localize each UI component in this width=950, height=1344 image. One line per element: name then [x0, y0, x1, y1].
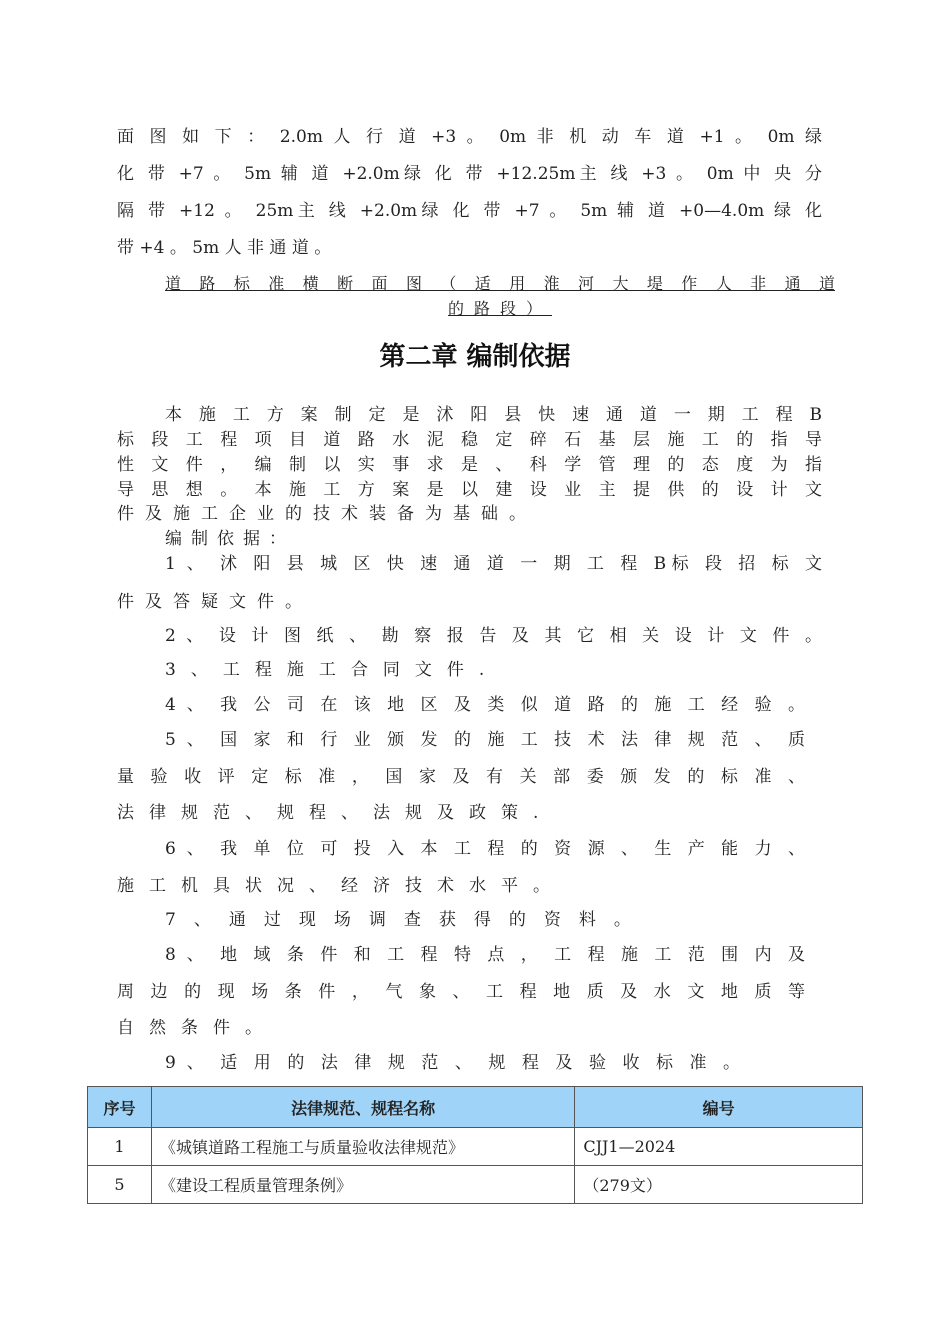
- cell-index: 5: [88, 1166, 152, 1204]
- basis-item-7: 7、通过现场调查获得的资料。: [165, 910, 649, 930]
- chapter-title: 第二章 编制依据: [379, 342, 571, 372]
- basis-label: 编制依据：: [165, 529, 295, 549]
- basis-item-1b: 件及答疑文件。: [117, 592, 313, 612]
- basis-item-2: 2 、 设 计 图 纸 、 勘 察 报 告 及 其 它 相 关 设 计 文 件 。: [165, 626, 822, 646]
- intro-line-5: 件及施工企业的技术装备为基础。: [117, 504, 537, 524]
- basis-item-3: 3、工程施工合同文件.: [165, 660, 500, 680]
- basis-item-1a: 1 、 沭 阳 县 城 区 快 速 通 道 一 期 工 程 B标 段 招 标 文: [165, 554, 822, 574]
- table-row: [88, 1128, 863, 1166]
- basis-item-5c: 法律规范、规程、法规及政策.: [117, 803, 554, 823]
- basis-item-6a: 6 、 我 单 位 可 投 入 本 工 程 的 资 源 、 生 产 能 力 、: [165, 839, 805, 859]
- cell-name: 《城镇道路工程施工与质量验收法律规范》: [151, 1128, 574, 1166]
- cross-section-line-1: 面 图 如 下 ： 2.0m 人 行 道 +3 。 0m 非 机 动 车 道 +1 。 0m 绿: [117, 127, 822, 147]
- cell-name: 《建设工程质量管理条例》: [151, 1166, 574, 1204]
- basis-item-4: 4 、 我 公 司 在 该 地 区 及 类 似 道 路 的 施 工 经 验 。: [165, 695, 805, 715]
- intro-line-4: 导 思 想 。 本 施 工 方 案 是 以 建 设 业 主 提 供 的 设 计 文: [117, 480, 822, 500]
- basis-item-6b: 施工机具状况、经济技术水平。: [117, 876, 565, 896]
- basis-item-8a: 8 、 地 域 条 件 和 工 程 特 点 ， 工 程 施 工 范 围 内 及: [165, 945, 805, 965]
- cross-section-line-3: 隔 带 +12 。 25m主 线 +2.0m绿 化 带 +7 。 5m 辅 道 +0—4.0m 绿 化: [117, 201, 822, 221]
- figure-caption-line-1: 道 路 标 准 横 断 面 图 （ 适 用 淮 河 大 堤 作 人 非 通 道: [165, 274, 835, 293]
- regulations-table: [87, 1086, 863, 1204]
- cross-section-line-4: 带 +4 。 5m 人 非 通 道 。: [117, 238, 332, 258]
- table-header-row: [88, 1087, 863, 1128]
- basis-item-5a: 5 、 国 家 和 行 业 颁 发 的 施 工 技 术 法 律 规 范 、 质: [165, 730, 805, 750]
- cell-index: 1: [88, 1128, 152, 1166]
- basis-item-5b: 量 验 收 评 定 标 准 ， 国 家 及 有 关 部 委 颁 发 的 标 准 、: [117, 767, 805, 787]
- table-row: [88, 1166, 863, 1204]
- cell-code: （279文）: [575, 1166, 863, 1204]
- basis-item-8c: 自然条件。: [117, 1018, 277, 1038]
- basis-item-9: 9 、 适 用 的 法 律 规 范 、 规 程 及 验 收 标 准 。: [165, 1053, 740, 1073]
- intro-line-1: 本 施 工 方 案 制 定 是 沭 阳 县 快 速 通 道 一 期 工 程 B: [165, 405, 822, 425]
- figure-caption-line-2: 的路段）: [447, 299, 552, 318]
- intro-line-3: 性 文 件 ， 编 制 以 实 事 求 是 、 科 学 管 理 的 态 度 为 指: [117, 455, 822, 475]
- basis-item-8b: 周 边 的 现 场 条 件 ， 气 象 、 工 程 地 质 及 水 文 地 质 等: [117, 982, 805, 1002]
- cross-section-line-2: 化 带 +7 。 5m 辅 道 +2.0m绿 化 带 +12.25m主 线 +3 。 0m 中 央 分: [117, 164, 822, 184]
- cell-code: CJJ1—2024: [575, 1128, 863, 1166]
- col-header-name: 法律规范、规程名称: [151, 1087, 574, 1128]
- col-header-code: 编号: [575, 1087, 863, 1128]
- intro-line-2: 标 段 工 程 项 目 道 路 水 泥 稳 定 碎 石 基 层 施 工 的 指 导: [117, 430, 822, 450]
- col-header-index: 序号: [88, 1087, 152, 1128]
